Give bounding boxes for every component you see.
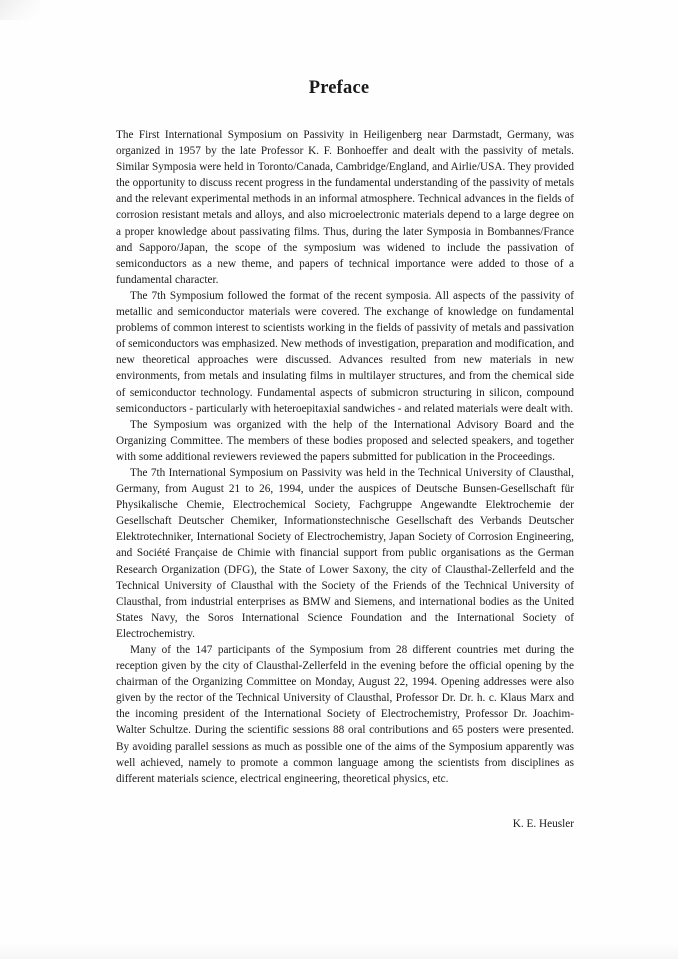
preface-body	[116, 127, 574, 787]
paragraph: The 7th International Symposium on Passivity was held in the Technical University of Clausthal, Germany, from August 21 to 26, 1994, under the auspices of Deutsche Bunsen-Gesellschaft für Physikalische Chemie, Electrochemical Society, Fachgruppe Angewandte Elektrochemie der Gesellschaft Deutscher Chemiker, Informationstechnische Gesellschaft des Verbands Deutscher Elektrotechniker, International Society of Electrochemistry, Japan Society of Corrosion Engineering, and Société Française de Chimie with financial support from public organisations as the German Research Organization (DFG), the State of Lower Saxony, the city of Clausthal-Zellerfeld and the Technical University of Clausthal with the Society of the Friends of the Technical University of Clausthal, from industrial enterprises as BMW and Siemens, and international bodies as the United States Navy, the Soros International Science Foundation and the International Society of Electrochemistry.	[116, 466, 574, 640]
scan-bottom-shading	[0, 941, 678, 959]
page-title: Preface	[308, 78, 370, 98]
paragraph: The 7th Symposium followed the format of the recent symposia. All aspects of the passivity of metallic and semiconductor materials were covered. The exchange of knowledge on fundamental problems of common interest to scientists working in the fields of passivity of metals and passivation of semiconductors was emphasized. New methods of investigation, preparation and modification, and new theoretical approaches were discussed. Advances resulted from new materials in new environments, from metals and insulating films in multilayer structures, and from the chemical side of semiconductor technology. Fundamental aspects of submicron structuring in silicon, compound semiconductors - particularly with heteroepitaxial sandwiches - and related materials were dealt with.	[116, 289, 575, 415]
paragraph: The First International Symposium on Passivity in Heiligenberg near Darmstadt, Germany, was organized in 1957 by the late Professor K. F. Bonhoeffer and dealt with the passivity of metals. Similar Symposia were held in Toronto/Canada, Cambridge/England, and Airlie/USA. They provided the opportunity to discuss recent progress in the fundamental understanding of the passivity of metals and the relevant experimental methods in an informal atmosphere. Technical advances in the fields of corrosion resistant metals and alloys, and also microelectronic materials depend to a large degree on a proper knowledge about passivating films. Thus, during the later Symposia in Bombannes/France and Sapporo/Japan, the scope of the symposium was widened to include the passivation of semiconductors as a new theme, and papers of technical importance were added to those of a fundamental character.	[116, 129, 574, 286]
author-signature: K. E. Heusler	[512, 818, 574, 830]
paragraph: Many of the 147 participants of the Symposium from 28 different countries met during the reception given by the city of Clausthal-Zellerfeld in the evening before the official opening by the chairman of the Organizing Committee on Monday, August 22, 1994. Opening addresses were also given by the rector of the Technical University of Clausthal, Professor Dr. Dr. h. c. Klaus Marx and the incoming president of the International Society of Electrochemistry, Professor Dr. Joachim-Walter Schultze. During the scientific sessions 88 oral contributions and 65 posters were presented. By avoiding parallel sessions as much as possible one of the aims of the Symposium apparently was well achieved, namely to promote a common language among the scientists from disciplines as different materials science, electrical engineering, theoretical physics, etc.	[116, 644, 574, 785]
scan-corner-shading	[0, 0, 40, 20]
paragraph: The Symposium was organized with the help of the International Advisory Board and the Organizing Committee. The members of these bodies proposed and selected speakers, and together with some additional reviewers reviewed the papers submitted for publication in the Proceedings.	[116, 418, 574, 463]
